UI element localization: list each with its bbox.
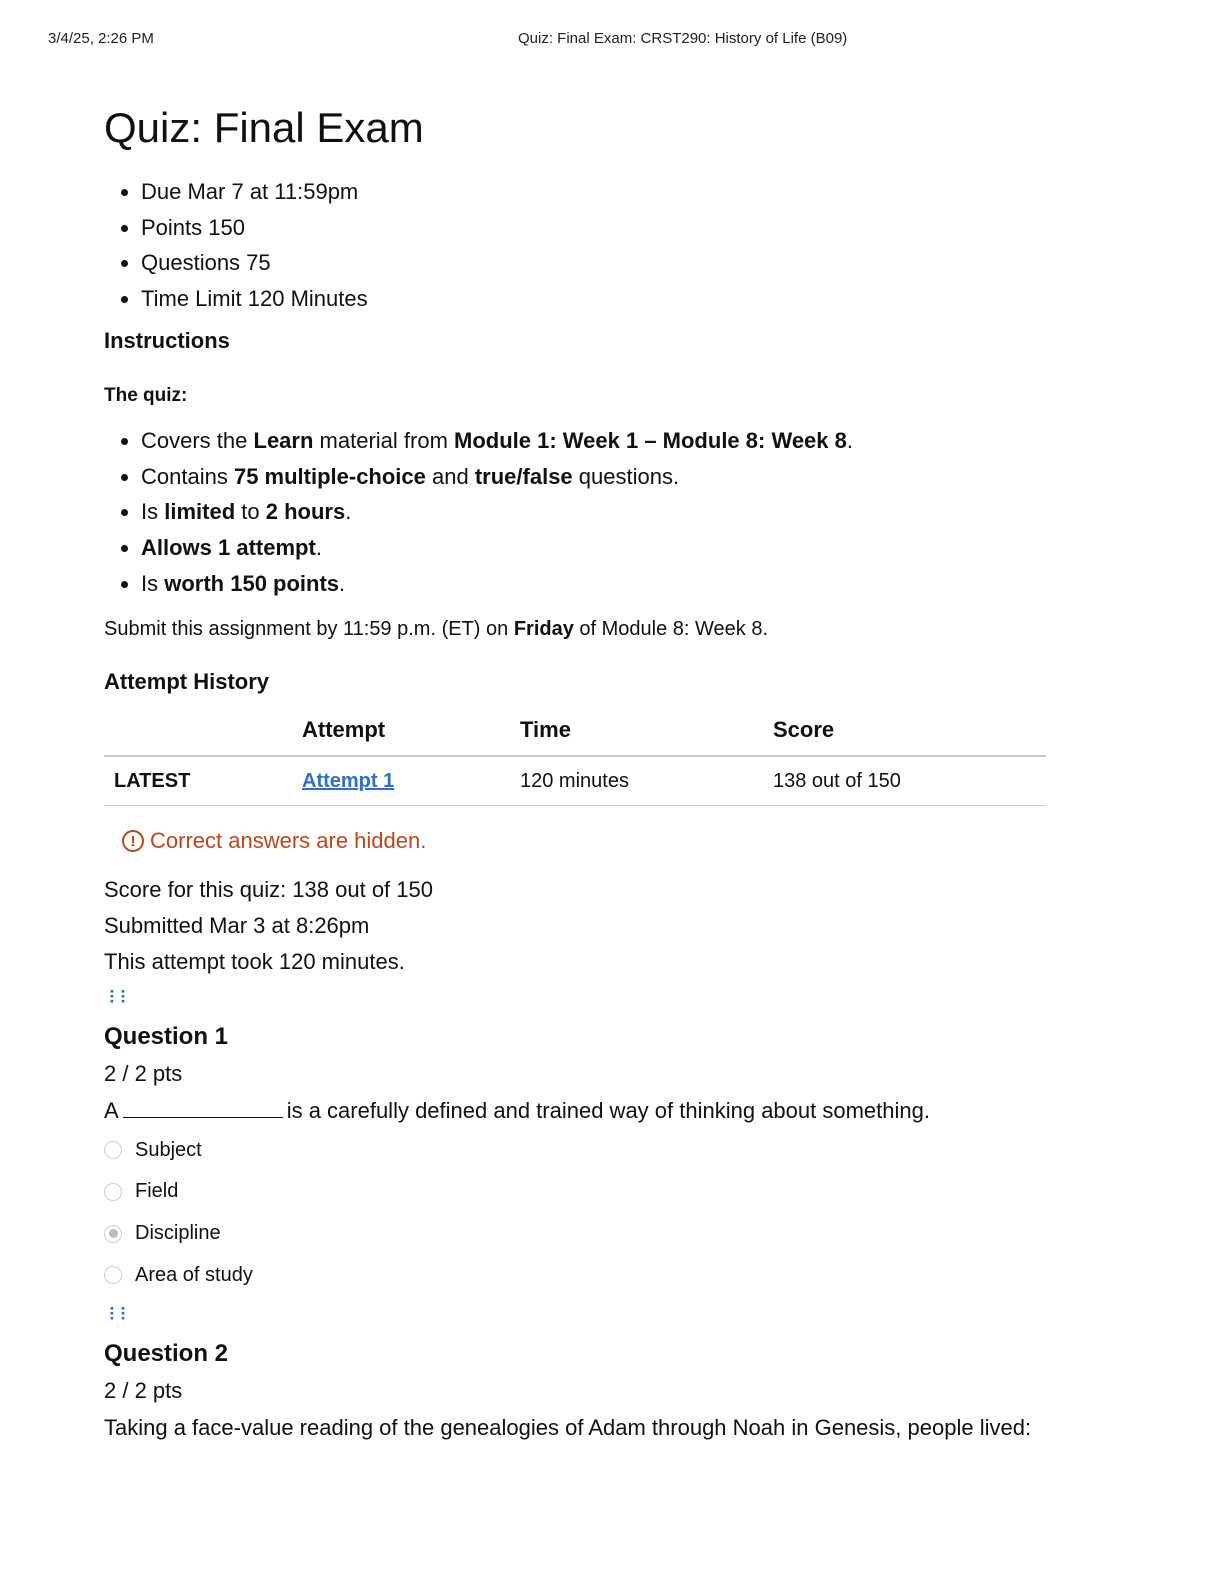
notice-text: Correct answers are hidden. <box>150 828 427 854</box>
instruction-bullet <box>141 459 1054 495</box>
attempt-link[interactable]: Attempt 1 <box>302 769 395 792</box>
table-header-row <box>104 705 1046 756</box>
bold-text: true/false <box>474 463 573 489</box>
instructions-heading: Instructions <box>104 327 230 353</box>
instructions-label: The quiz: <box>104 384 188 406</box>
bold-text: 2 hours <box>265 499 346 525</box>
instructions-list <box>104 423 1054 602</box>
text: questions. <box>572 463 680 489</box>
submit-text-post: of Module 8: Week 8. <box>573 618 769 641</box>
instruction-bullet <box>141 423 1054 459</box>
text: . <box>339 570 346 596</box>
drag-handle-icon[interactable]: ⠇⠇ <box>108 988 131 1009</box>
text: and <box>425 463 475 489</box>
attempt-cell <box>292 756 510 806</box>
bold-text: worth 150 points <box>164 570 340 596</box>
attempt-history-table <box>104 705 1046 806</box>
answer-label: Field <box>135 1180 179 1203</box>
print-date: 3/4/25, 2:26 PM <box>48 30 154 47</box>
question-title: Question 2 <box>104 1340 229 1368</box>
text: Contains <box>141 463 234 489</box>
meta-points: • Points 150 <box>141 210 1054 246</box>
text: Is <box>141 499 165 525</box>
text: . <box>846 427 853 453</box>
radio-button[interactable] <box>104 1141 122 1159</box>
answer-option[interactable] <box>104 1213 1054 1255</box>
page-title: Quiz: Final Exam <box>104 104 424 151</box>
text: . <box>315 534 322 560</box>
answer-label: Discipline <box>135 1222 221 1245</box>
quiz-content <box>104 100 1054 1446</box>
instruction-bullet <box>141 530 1054 566</box>
time-cell: 120 minutes <box>510 756 763 806</box>
answer-option[interactable] <box>104 1255 1054 1297</box>
quiz-meta-list <box>104 174 1054 317</box>
bold-text: Module 1: Week 1 – Module 8: Week 8 <box>454 427 847 453</box>
score-summary <box>104 872 1054 979</box>
score-line: Score for this quiz: 138 out of 150 <box>104 877 433 903</box>
instruction-bullet <box>141 494 1054 530</box>
meta-time-limit: • Time Limit 120 Minutes <box>141 281 1054 317</box>
question-points: 2 / 2 pts <box>104 1378 183 1404</box>
answer-label: Subject <box>135 1138 202 1161</box>
answer-option[interactable] <box>104 1129 1054 1171</box>
submitted-line: Submitted Mar 3 at 8:26pm <box>104 913 370 939</box>
attempt-history-heading: Attempt History <box>104 669 270 695</box>
text: to <box>235 499 266 525</box>
col-header-blank <box>104 705 292 756</box>
question-text <box>104 1093 1054 1129</box>
answer-options <box>104 1129 1054 1296</box>
drag-handle-icon[interactable]: ⠇⠇ <box>108 1305 131 1326</box>
table-row <box>104 756 1046 806</box>
fill-in-blank <box>123 1099 283 1118</box>
question-text-pre: A <box>104 1098 119 1124</box>
answer-label: Area of study <box>135 1263 253 1286</box>
question-points: 2 / 2 pts <box>104 1061 183 1087</box>
question-text: Taking a face-value reading of the genealogies of Adam through Noah in Genesis, people lived: <box>104 1415 1032 1441</box>
instruction-bullet <box>141 566 1054 602</box>
meta-questions: • Questions 75 <box>141 245 1054 281</box>
radio-button[interactable] <box>104 1225 122 1243</box>
text: . <box>345 499 352 525</box>
text: material from <box>313 427 455 453</box>
duration-line: This attempt took 120 minutes. <box>104 948 405 974</box>
col-header-attempt: Attempt <box>292 705 510 756</box>
submit-instruction <box>104 615 1054 643</box>
col-header-time: Time <box>510 705 763 756</box>
text: Is <box>141 570 165 596</box>
col-header-score: Score <box>763 705 1046 756</box>
answer-option[interactable] <box>104 1171 1054 1213</box>
radio-button[interactable] <box>104 1266 122 1284</box>
question-1 <box>104 981 1054 1296</box>
latest-label: LATEST <box>104 756 292 806</box>
print-page-title: Quiz: Final Exam: CRST290: History of Life (B09) <box>518 30 848 47</box>
meta-due: • Due Mar 7 at 11:59pm <box>141 174 1054 210</box>
bold-text: limited <box>164 499 236 525</box>
answers-hidden-notice <box>122 826 1054 856</box>
text: Covers the <box>141 427 254 453</box>
print-header <box>48 30 1176 50</box>
question-text-post: is a carefully defined and trained way of thinking about something. <box>286 1098 930 1124</box>
question-title: Question 1 <box>104 1023 229 1051</box>
bold-text: 75 multiple-choice <box>233 463 426 489</box>
question-2 <box>104 1298 1054 1446</box>
warning-icon: ! <box>122 830 144 852</box>
radio-button[interactable] <box>104 1183 122 1201</box>
bold-text: Learn <box>253 427 314 453</box>
submit-text-day: Friday <box>513 618 574 641</box>
submit-text-pre: Submit this assignment by 11:59 p.m. (ET) on <box>104 618 514 641</box>
score-cell: 138 out of 150 <box>763 756 1046 806</box>
bold-text: Allows 1 attempt <box>141 534 316 560</box>
